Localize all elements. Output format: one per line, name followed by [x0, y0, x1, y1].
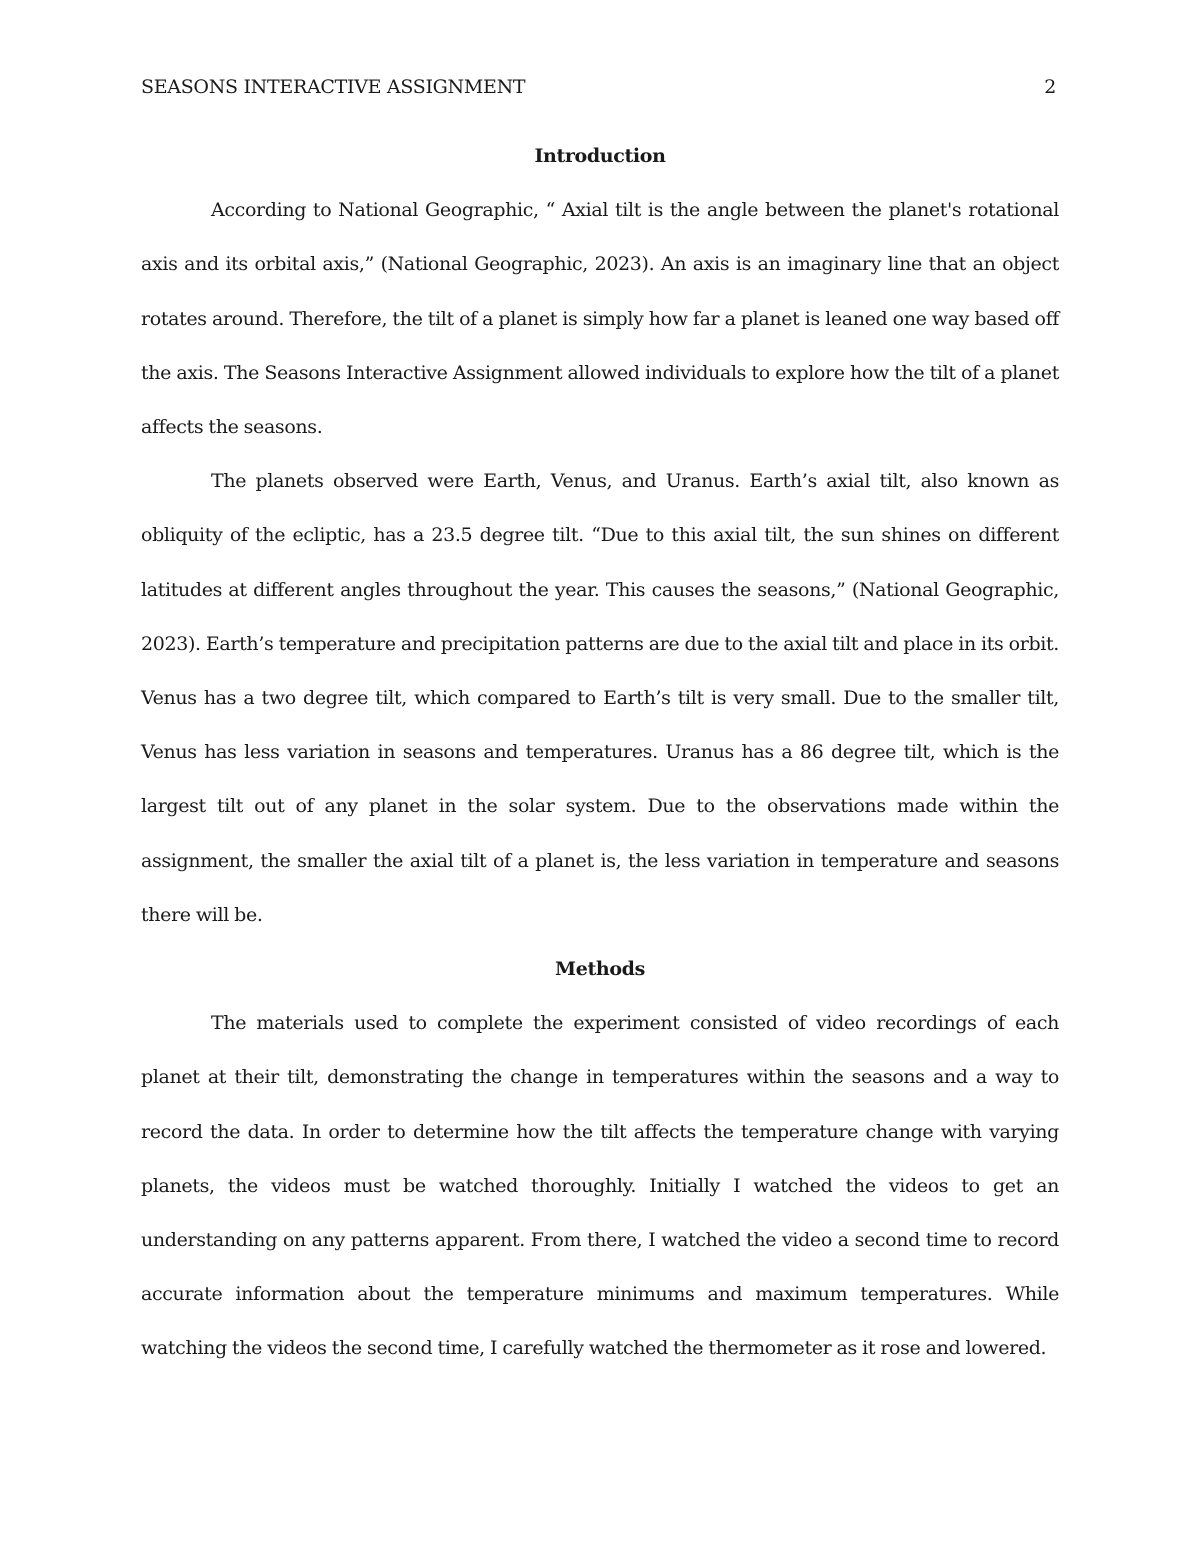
methods-heading: Methods	[555, 958, 645, 981]
introduction-paragraph: The planets observed were Earth, Venus, and Uranus. Earth’s axial tilt, also known as obliquity of the ecliptic, has a 23.5 degree tilt. “Due to this axial tilt, the sun shines on different latitudes at different angles throughout the year. This causes the seasons,” (National Geographic, 2023). Earth’s temperature and precipitation patterns are due to the axial tilt and place in its orbit. Venus has a two degree tilt, which compared to Earth’s tilt is very small. Due to the smaller tilt, Venus has less variation in seasons and temperatures. Uranus has a 86 degree tilt, which is the largest tilt out of any planet in the solar system. Due to the observations made within the assignment, the smaller the axial tilt of a planet is, the less variation in temperature and seasons there will be.	[141, 470, 1059, 926]
introduction-paragraph: According to National Geographic, “ Axial tilt is the angle between the planet's rotational axis and its orbital axis,” (National Geographic, 2023). An axis is an imaginary line that an object rotates around. Therefore, the tilt of a planet is simply how far a planet is leaned one way based off the axis. The Seasons Interactive Assignment allowed individuals to explore how the tilt of a planet affects the seasons.	[141, 199, 1059, 439]
methods-paragraph: The materials used to complete the experiment consisted of video recordings of each planet at their tilt, demonstrating the change in temperatures within the seasons and a way to record the data. In order to determine how the tilt affects the temperature change with varying planets, the videos must be watched thoroughly. Initially I watched the videos to get an understanding on any patterns apparent. From there, I watched the video a second time to record accurate information about the temperature minimums and maximum temperatures. While watching the videos the second time, I carefully watched the thermometer as it rose and lowered.	[141, 1012, 1059, 1360]
introduction-heading: Introduction	[534, 145, 666, 167]
page-number: 2	[1044, 76, 1056, 98]
document-body	[141, 129, 1059, 1376]
running-head-title: SEASONS INTERACTIVE ASSIGNMENT	[141, 76, 526, 98]
running-head	[141, 72, 1056, 102]
